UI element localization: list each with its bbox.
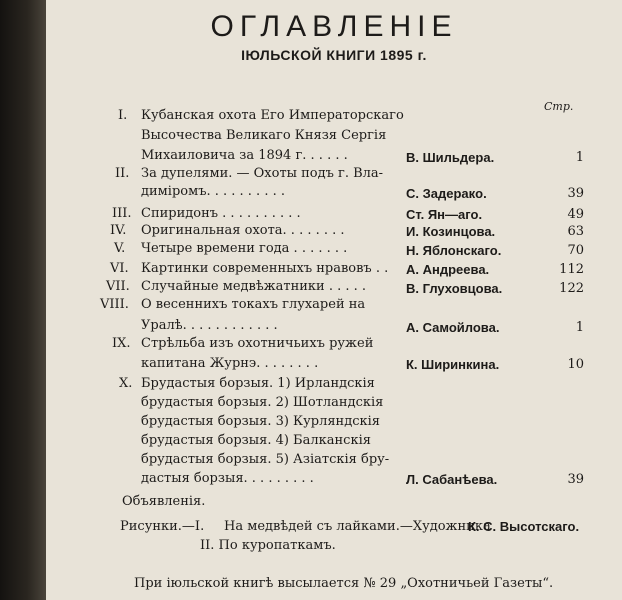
entry-number: III. <box>112 206 132 221</box>
document-page <box>46 0 622 600</box>
entry-number: II. <box>115 166 130 181</box>
entry-author: А. Самойлова. <box>406 320 500 335</box>
entry-number: VII. <box>106 279 130 294</box>
entry-author: К. Ширинкина. <box>406 357 500 372</box>
book-spine <box>0 0 46 600</box>
entry-title-line: О весеннихъ токахъ глухарей на <box>141 297 366 312</box>
entry-author: Н. Яблонскаго. <box>406 243 502 258</box>
entry-number: V. <box>114 241 126 256</box>
entry-title-line: Кубанская охота Его Императорскаго <box>141 108 404 123</box>
page-subtitle: ІЮЛЬСКОЙ КНИГИ 1895 г. <box>241 47 427 63</box>
entry-author: В. Шильдера. <box>406 150 495 165</box>
entry-title-line: брудастыя борзыя. 5) Азіатскія бру- <box>141 452 390 467</box>
entry-page: 112 <box>559 262 584 277</box>
entry-page: 49 <box>567 207 584 222</box>
entry-number: X. <box>119 376 133 391</box>
entry-page: 70 <box>567 243 584 258</box>
entry-title-line: диміромъ. . . . . . . . . . <box>141 184 285 199</box>
entry-title-line: капитана Журнэ. . . . . . . . <box>141 356 319 371</box>
entry-title-line: Четыре времени года . . . . . . . <box>141 241 348 256</box>
entry-page: 1 <box>575 320 584 335</box>
entry-title-line: Высочества Великаго Князя Сергія <box>141 128 387 143</box>
page-title: ОГЛАВЛЕНІЕ <box>210 10 458 43</box>
entry-title-line: Стрѣльба изъ охотничьихъ ружей <box>141 336 374 351</box>
entry-number: IX. <box>112 336 131 351</box>
illustrations-label: Рисунки.—I. <box>120 519 205 534</box>
illustration-line: На медвѣдей съ лайками.—Художника <box>224 519 491 534</box>
entry-title-line: Картинки современныхъ нравовъ . . <box>141 261 389 276</box>
footer-note: При іюльской книгѣ высылается № 29 „Охотничьей Газеты“. <box>134 576 554 591</box>
entry-title-line: За дупелями. — Охоты подъ г. Вла- <box>141 166 384 181</box>
entry-title-line: Брудастыя борзыя. 1) Ирландскія <box>141 376 375 391</box>
entry-number: I. <box>118 108 128 123</box>
entry-author: А. Андреева. <box>406 262 490 277</box>
entry-page: 39 <box>567 472 584 487</box>
entry-author: В. Глуховцова. <box>406 281 503 296</box>
entry-title-line: брудастыя борзыя. 2) Шотландскія <box>141 395 384 410</box>
entry-title-line: Михаиловича за 1894 г. . . . . . <box>141 148 348 163</box>
entry-page: 39 <box>567 186 584 201</box>
entry-author: И. Козинцова. <box>406 224 496 239</box>
entry-title-line: дастыя борзыя. . . . . . . . . <box>141 471 314 486</box>
illustration-line: II. По куропаткамъ. <box>200 538 336 553</box>
entry-title-line: Уралѣ. . . . . . . . . . . . <box>141 318 278 333</box>
entry-author: Л. Сабанѣева. <box>406 472 498 487</box>
entry-page: 122 <box>559 281 584 296</box>
entry-title-line: брудастыя борзыя. 3) Курляндскія <box>141 414 380 429</box>
illustration-artist: К. С. Высотскаго. <box>468 519 580 534</box>
entry-number: VIII. <box>100 297 129 312</box>
entry-title-line: Оригинальная охота. . . . . . . . <box>141 223 345 238</box>
entry-title-line: Спиридонъ . . . . . . . . . . <box>141 206 301 221</box>
entry-page: 63 <box>567 224 584 239</box>
announcements: Объявленія. <box>122 494 206 509</box>
entry-number: IV. <box>110 223 127 238</box>
entry-page: 1 <box>575 150 584 165</box>
entry-author: С. Задеракo. <box>406 186 487 201</box>
entry-title-line: брудастыя борзыя. 4) Балканскія <box>141 433 371 448</box>
entry-page: 10 <box>567 357 584 372</box>
entry-author: Ст. Ян—аго. <box>406 207 483 222</box>
entry-number: VI. <box>110 261 129 276</box>
entry-title-line: Случайные медвѣжатники . . . . . <box>141 279 367 294</box>
page-column-label: Стр. <box>544 100 574 113</box>
